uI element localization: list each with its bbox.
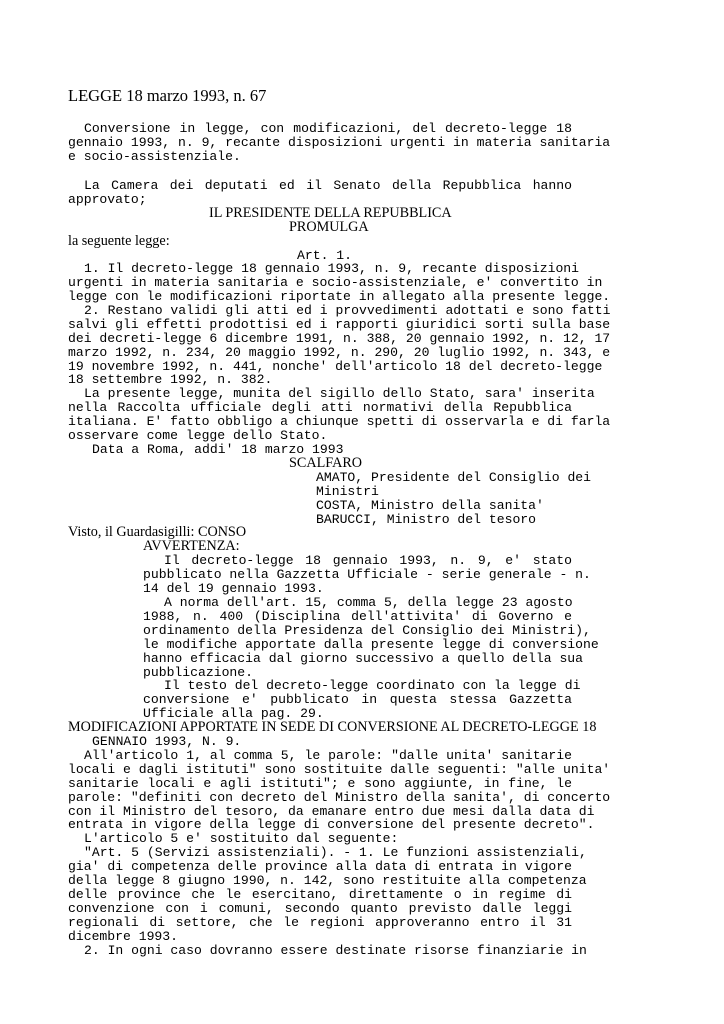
text-line: Ministri bbox=[316, 484, 379, 499]
text-line: pubblicato nella Gazzetta Ufficiale - serie generale - n. bbox=[143, 567, 591, 582]
text-line: "Art. 5 (Servizi assistenziali). - 1. Le funzioni assistenziali, bbox=[84, 845, 587, 860]
text-line: gennaio 1993, n. 9, recante disposizioni urgenti in materia sanitaria bbox=[68, 135, 611, 150]
text-line: COSTA, Ministro della sanita' bbox=[316, 498, 544, 513]
text-line: 2. Restano validi gli atti ed i provvedimenti adottati e sono fatti bbox=[84, 303, 611, 318]
text-line: e socio-assistenziale. bbox=[68, 149, 241, 164]
text-line: italiana. E' fatto obbligo a chiunque spetti di osservarla e di farla bbox=[68, 414, 611, 429]
text-line: 18 settembre 1992, n. 382. bbox=[68, 372, 273, 387]
text-line: salvi gli effetti prodottisi ed i rapporti giuridici sorti sulla base bbox=[68, 317, 611, 332]
text-line: gia' di competenza delle province alla data di entrata in vigore bbox=[68, 859, 572, 874]
text-line: Il testo del decreto-legge coordinato con la legge di bbox=[164, 678, 581, 693]
text-line: legge con le modificazioni riportate in allegato alla presente legge. bbox=[68, 289, 611, 304]
text-line: entrata in vigore della legge di conversione del presente decreto". bbox=[68, 817, 595, 832]
text-line: con il Ministro del tesoro, da emanare entro due mesi dalla data di bbox=[68, 804, 595, 819]
text-line: Il decreto-legge 18 gennaio 1993, n. 9, e' stato bbox=[164, 553, 572, 568]
text-line: della legge 8 giugno 1990, n. 142, sono restituite alla competenza bbox=[68, 873, 587, 888]
text-line: delle province che le esercitano, direttamente o in regime di bbox=[68, 887, 572, 902]
text-line: pubblicazione. bbox=[143, 665, 254, 680]
text-line: SCALFARO bbox=[289, 455, 363, 471]
text-line: osservare come legge dello Stato. bbox=[68, 428, 328, 443]
text-line: AMATO, Presidente del Consiglio dei bbox=[316, 470, 592, 485]
text-line: parole: "definiti con decreto del Ministro della sanita', di concerto bbox=[68, 790, 611, 805]
text-line: Art. 1. bbox=[297, 248, 353, 263]
text-line: GENNAIO 1993, N. 9. bbox=[92, 734, 242, 749]
text-line: conversione e' pubblicato in questa stessa Gazzetta bbox=[143, 692, 572, 707]
text-line: MODIFICAZIONI APPORTATE IN SEDE DI CONVERSIONE AL DECRETO-LEGGE 18 bbox=[68, 719, 597, 735]
text-line: approvato; bbox=[68, 192, 147, 207]
text-line: Visto, il Guardasigilli: CONSO bbox=[68, 524, 247, 540]
text-line: Conversione in legge, con modificazioni, del decreto-legge 18 bbox=[84, 121, 572, 136]
text-line: BARUCCI, Ministro del tesoro bbox=[316, 512, 537, 527]
text-line: hanno efficacia dal giorno successivo a quello della sua bbox=[143, 651, 584, 666]
text-line: ordinamento della Presidenza del Consiglio dei Ministri), bbox=[143, 623, 591, 638]
text-line: All'articolo 1, al comma 5, le parole: "dalle unita' sanitarie bbox=[84, 748, 572, 763]
text-line: regionali di settore, che le regioni approveranno entro il 31 bbox=[68, 915, 572, 930]
text-line: marzo 1992, n. 234, 20 maggio 1992, n. 290, 20 luglio 1992, n. 343, e bbox=[68, 345, 611, 360]
text-line: locali e dagli istituti" sono sostituite dalle seguenti: "alle unita' bbox=[68, 762, 611, 777]
text-line: La presente legge, munita del sigillo dello Stato, sara' inserita bbox=[84, 386, 595, 401]
text-line: Data a Roma, addi' 18 marzo 1993 bbox=[92, 442, 344, 457]
text-line: AVVERTENZA: bbox=[143, 538, 240, 554]
text-line: PROMULGA bbox=[289, 219, 369, 235]
text-line: IL PRESIDENTE DELLA REPUBBLICA bbox=[209, 205, 452, 221]
law-title: LEGGE 18 marzo 1993, n. 67 bbox=[68, 86, 267, 105]
text-line: 19 novembre 1992, n. 441, nonche' dell'articolo 18 del decreto-legge bbox=[68, 359, 603, 374]
text-line: La Camera dei deputati ed il Senato della Repubblica hanno bbox=[84, 178, 572, 193]
text-line: 1988, n. 400 (Disciplina dell'attivita' di Governo e bbox=[143, 609, 572, 624]
text-line: sanitarie locali e agli istituti"; e sono aggiunte, in fine, le bbox=[68, 776, 572, 791]
text-line: dicembre 1993. bbox=[68, 929, 179, 944]
text-line: le modifiche apportate dalla presente legge di conversione bbox=[143, 637, 599, 652]
text-line: 2. In ogni caso dovranno essere destinate risorse finanziarie in bbox=[84, 943, 587, 958]
text-line: urgenti in materia sanitaria e socio-assistenziale, e' convertito in bbox=[68, 275, 603, 290]
text-line: A norma dell'art. 15, comma 5, della legge 23 agosto bbox=[164, 595, 573, 610]
text-line: 1. Il decreto-legge 18 gennaio 1993, n. 9, recante disposizioni bbox=[84, 261, 580, 276]
text-line: convenzione con i comuni, secondo quanto previsto dalle leggi bbox=[68, 901, 572, 916]
text-line: dei decreti-legge 6 dicembre 1991, n. 388, 20 gennaio 1992, n. 12, 17 bbox=[68, 331, 611, 346]
text-line: nella Raccolta ufficiale degli atti normativi della Repubblica bbox=[68, 400, 572, 415]
text-line: 14 del 19 gennaio 1993. bbox=[143, 581, 324, 596]
text-line: Ufficiale alla pag. 29. bbox=[143, 706, 324, 721]
text-line: la seguente legge: bbox=[68, 233, 170, 249]
text-line: L'articolo 5 e' sostituito dal seguente: bbox=[84, 831, 399, 846]
